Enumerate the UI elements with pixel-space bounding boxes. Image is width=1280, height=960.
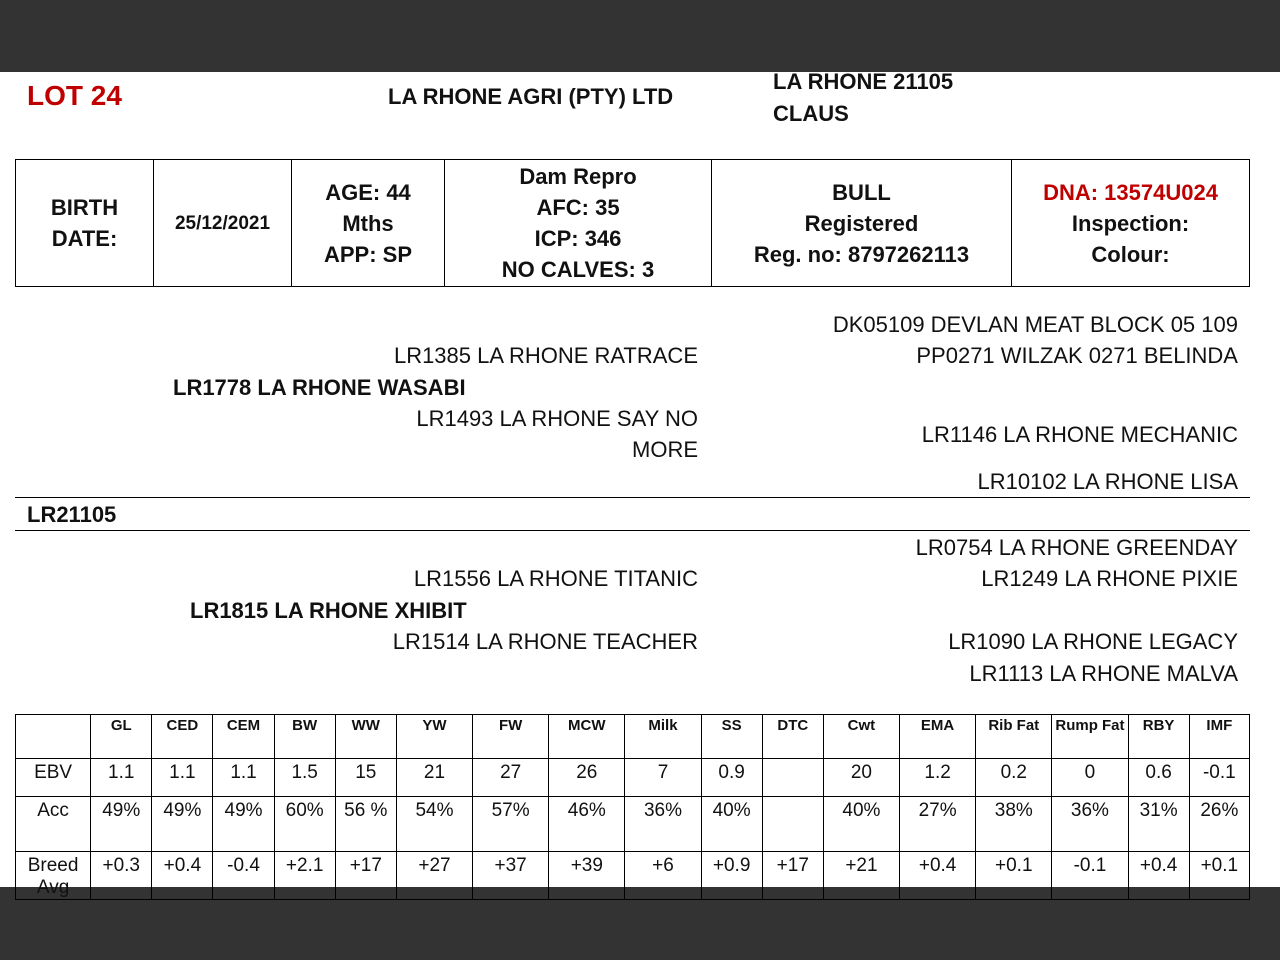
ebv-cell: 49%	[91, 797, 152, 852]
sire-dam-line2: MORE	[632, 437, 698, 462]
sire-dam-sire: LR1146 LA RHONE MECHANIC	[921, 422, 1238, 447]
sire: LR1778 LA RHONE WASABI	[173, 375, 466, 400]
ebv-cell: +0.4	[1128, 852, 1189, 900]
ebv-col-header: SS	[701, 715, 762, 759]
ebv-cell: 54%	[396, 797, 472, 852]
dam-dam: LR1514 LA RHONE TEACHER	[392, 629, 698, 654]
afc: AFC: 35	[536, 195, 620, 220]
sire-dam-dam: LR10102 LA RHONE LISA	[977, 469, 1238, 494]
ebv-cell: 56 %	[335, 797, 396, 852]
ebv-cell: -0.1	[1189, 759, 1249, 797]
age: AGE: 44	[325, 179, 411, 205]
ebv-cell: 0.2	[976, 759, 1052, 797]
ebv-cell	[762, 797, 823, 852]
ebv-row	[16, 759, 1250, 797]
sire-dam	[416, 403, 698, 465]
ebv-cell: 15	[335, 759, 396, 797]
ebv-cell: +0.9	[701, 852, 762, 900]
ebv-col-header: MCW	[549, 715, 625, 759]
animal-id: LR21105	[27, 502, 117, 527]
lot-number: LOT 24	[27, 80, 122, 111]
ebv-cell: 31%	[1128, 797, 1189, 852]
sire-sire-dam: PP0271 WILZAK 0271 BELINDA	[916, 343, 1238, 368]
ebv-col-header: DTC	[762, 715, 823, 759]
ebv-cell: 0	[1052, 759, 1128, 797]
ebv-cell: +17	[762, 852, 823, 900]
animal-name	[773, 66, 953, 130]
no-calves: NO CALVES: 3	[501, 257, 655, 282]
ebv-row-label: Acc	[16, 797, 91, 852]
dam-sire-sire: LR0754 LA RHONE GREENDAY	[915, 535, 1238, 560]
ebv-col-header: Rump Fat	[1052, 715, 1128, 759]
ebv-cell: 40%	[701, 797, 762, 852]
registration-cell	[712, 160, 1012, 287]
divider-top	[15, 497, 1250, 498]
animal-name-line2: CLAUS	[773, 101, 849, 126]
sire-sire: LR1385 LA RHONE RATRACE	[393, 343, 698, 368]
ebv-col-header: RBY	[1128, 715, 1189, 759]
ebv-cell: 46%	[549, 797, 625, 852]
ebv-col-header: CED	[152, 715, 213, 759]
ebv-cell: 21	[396, 759, 472, 797]
ebv-cell: +39	[549, 852, 625, 900]
ebv-cell: 1.1	[152, 759, 213, 797]
lot-sheet	[0, 69, 1280, 898]
status: Registered	[804, 210, 919, 236]
dna-cell	[1012, 160, 1250, 287]
info-table	[15, 159, 1250, 287]
ebv-col-header: Milk	[625, 715, 701, 759]
sex: BULL	[832, 179, 891, 205]
ebv-cell: 57%	[473, 797, 549, 852]
ebv-row	[16, 797, 1250, 852]
ebv-col-header: Rib Fat	[976, 715, 1052, 759]
ebv-cell: 20	[823, 759, 899, 797]
ebv-cell: 40%	[823, 797, 899, 852]
ebv-cell: 26%	[1189, 797, 1249, 852]
dam-sire: LR1556 LA RHONE TITANIC	[413, 566, 698, 591]
ebv-cell: 60%	[274, 797, 335, 852]
dam-dam-dam: LR1113 LA RHONE MALVA	[969, 661, 1238, 686]
ebv-col-header: YW	[396, 715, 472, 759]
ebv-cell	[762, 759, 823, 797]
ebv-cell: +0.3	[91, 852, 152, 900]
ebv-cell: 1.1	[91, 759, 152, 797]
ebv-cell: +6	[625, 852, 701, 900]
ebv-cell: 27%	[900, 797, 976, 852]
ebv-col-header: Cwt	[823, 715, 899, 759]
icp: ICP: 346	[534, 226, 622, 251]
ebv-cell: +0.4	[900, 852, 976, 900]
ebv-row-label: Breed Avg	[16, 852, 91, 900]
divider-bottom	[15, 530, 1250, 531]
ebv-cell: 0.6	[1128, 759, 1189, 797]
company-name: LA RHONE AGRI (PTY) LTD	[388, 84, 674, 109]
ebv-col-header: EMA	[900, 715, 976, 759]
ebv-col-header: CEM	[213, 715, 274, 759]
ebv-cell: +17	[335, 852, 396, 900]
ebv-cell: 1.2	[900, 759, 976, 797]
ebv-corner-cell	[16, 715, 91, 759]
ebv-cell: 49%	[213, 797, 274, 852]
ebv-cell: 1.5	[274, 759, 335, 797]
ebv-col-header: FW	[473, 715, 549, 759]
ebv-cell: +2.1	[274, 852, 335, 900]
sire-sire-sire: DK05109 DEVLAN MEAT BLOCK 05 109	[832, 312, 1238, 337]
ebv-cell: +27	[396, 852, 472, 900]
ebv-cell: +37	[473, 852, 549, 900]
sire-dam-line1: LR1493 LA RHONE SAY NO	[416, 406, 698, 431]
ebv-cell: 26	[549, 759, 625, 797]
ebv-row	[16, 852, 1250, 900]
ebv-cell: +0.4	[152, 852, 213, 900]
age-unit: Mths	[342, 210, 394, 236]
dam-dam-sire: LR1090 LA RHONE LEGACY	[948, 629, 1238, 654]
dam: LR1815 LA RHONE XHIBIT	[190, 598, 467, 623]
ebv-cell: 27	[473, 759, 549, 797]
reg-number: Reg. no: 8797262113	[753, 241, 970, 267]
ebv-row-label: EBV	[16, 759, 91, 797]
ebv-cell: 36%	[1052, 797, 1128, 852]
ebv-cell: -0.1	[1052, 852, 1128, 900]
ebv-col-header: GL	[91, 715, 152, 759]
birth-date: 25/12/2021	[154, 160, 292, 287]
dam-sire-dam: LR1249 LA RHONE PIXIE	[981, 566, 1238, 591]
ebv-col-header: BW	[274, 715, 335, 759]
ebv-header-row	[16, 715, 1250, 759]
inspection: Inspection:	[1071, 210, 1190, 236]
dna-number: DNA: 13574U024	[1043, 179, 1218, 205]
ebv-cell: +21	[823, 852, 899, 900]
age-cell	[292, 160, 445, 287]
app: APP: SP	[323, 241, 413, 267]
ebv-cell: 36%	[625, 797, 701, 852]
colour: Colour:	[1091, 241, 1170, 267]
ebv-cell: +0.1	[1189, 852, 1249, 900]
ebv-cell: 38%	[976, 797, 1052, 852]
ebv-col-header: IMF	[1189, 715, 1249, 759]
ebv-cell: 0.9	[701, 759, 762, 797]
ebv-cell: 7	[625, 759, 701, 797]
ebv-cell: +0.1	[976, 852, 1052, 900]
birth-label: BIRTH DATE:	[16, 160, 154, 287]
dam-repro-cell	[445, 160, 712, 287]
ebv-cell: -0.4	[213, 852, 274, 900]
dam-repro-label: Dam Repro	[519, 164, 637, 189]
ebv-col-header: WW	[335, 715, 396, 759]
ebv-cell: 1.1	[213, 759, 274, 797]
animal-name-line1: LA RHONE 21105	[773, 69, 954, 94]
ebv-cell: 49%	[152, 797, 213, 852]
ebv-table	[15, 714, 1250, 900]
